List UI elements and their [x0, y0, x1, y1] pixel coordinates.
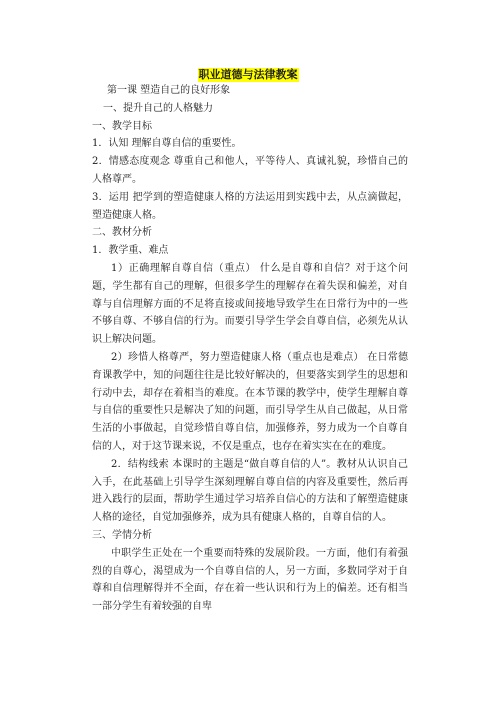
students-heading: 三、学情分析 — [92, 529, 152, 541]
goal-item-3: 3．运用 把学到的塑造健康人格的方法运用到实践中去，从点滴做起，塑造健康人格。 — [92, 191, 408, 221]
goal-item-1: 1．认知 理解自尊自信的重要性。 — [92, 138, 242, 150]
paragraph-2: 2）珍惜人格尊严，努力塑造健康人格（重点也是难点） 在日常德育课教学中，知的问题往往是比较好解决的，但要落实到学生的思想和行动中去，却存在着相当的难度。在本节课的教学中，使学生理解自尊与自信的重要性只是解决了知的问题，而引导学生从自己做起，从日常生活的小事做起，自觉珍惜自尊自信，加强修养，努力成为一个自尊自信的人，对于这节课来说，不仅是重点，也存在着实实在在的难度。 — [92, 351, 408, 452]
section-heading: 一、提升自己的人格魅力 — [103, 102, 213, 114]
goals-heading: 一、教学目标 — [92, 120, 152, 132]
paragraph-3: 2．结构线索 本课时的主题是“做自尊自信的人”。教材从认识自己入手，在此基础上引导学生深刻理解自尊自信的内容及重要性，然后再进入践行的层面，帮助学生通过学习培养自信心的方法和了解塑造健康人格的途径，自觉加强修养，成为具有健康人格的，自尊自信的人。 — [92, 458, 408, 524]
document-title: 职业道德与法律教案 — [198, 68, 298, 81]
lesson-heading: 第一课 塑造自己的良好形象 — [107, 85, 231, 96]
key-points-heading: 1．教学重、难点 — [92, 245, 169, 257]
document-body — [92, 82, 408, 616]
analysis-heading: 二、教材分析 — [92, 227, 152, 239]
goal-item-2: 2．情感态度观念 尊重自己和他人，平等待人、真诚礼貌，珍惜自己的人格尊严。 — [92, 156, 408, 185]
paragraph-1: 1）正确理解自尊自信（重点） 什么是自尊和自信？对于这个问题，学生都有自己的理解，但很多学生的理解存在着失误和偏差，对自尊与自信理解方面的不足将直接或间接地导致学生在日常行为中的一些不够自尊、不够自信的行为。而要引导学生学会自尊自信，必须先从认识上解决问题。 — [92, 262, 408, 346]
paragraph-4: 中职学生正处在一个重要而特殊的发展阶段。一方面，他们有着强烈的自尊心，渴望成为一个自尊自信的人，另一方面，多数同学对于自尊和自信理解得并不全面，存在着一些认识和行为上的偏差。还有相当一部分学生有着较强的自卑 — [92, 547, 408, 613]
